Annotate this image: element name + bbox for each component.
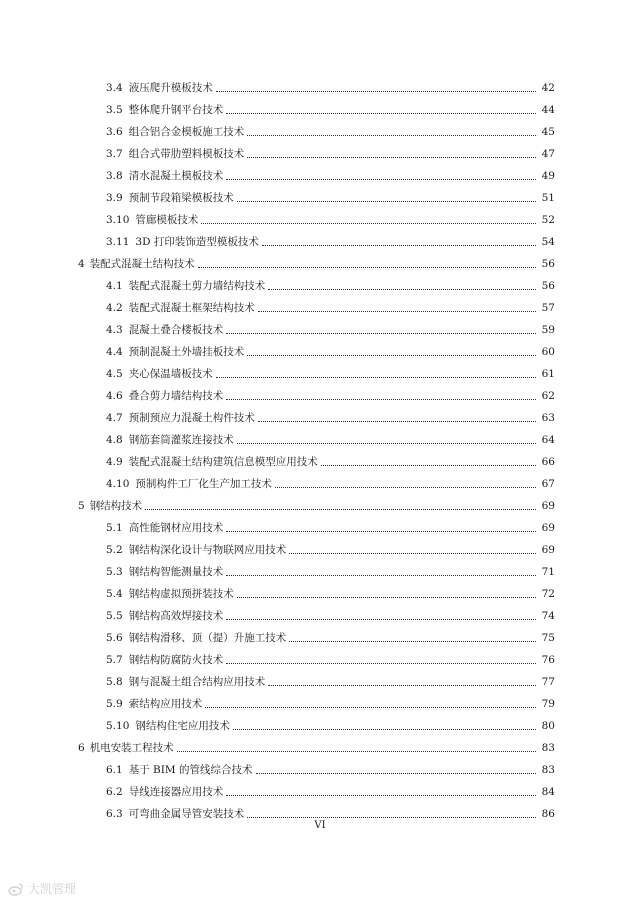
toc-dot-leader <box>237 443 536 444</box>
toc-entry-number: 4.7 <box>106 412 123 424</box>
toc-entry-title: 高性能钢材应用技术 <box>128 522 224 534</box>
toc-entry-page: 64 <box>541 434 555 446</box>
toc-entry-page: 47 <box>541 148 555 160</box>
toc-entry[interactable] <box>0 204 555 226</box>
toc-entry-page: 59 <box>541 324 555 336</box>
toc-entry[interactable] <box>0 138 555 160</box>
toc-entry[interactable] <box>0 688 555 710</box>
toc-dot-leader <box>205 707 536 708</box>
toc-entry-page: 83 <box>541 764 555 776</box>
toc-entry-page: 79 <box>541 698 555 710</box>
toc-entry-page: 56 <box>541 258 555 270</box>
toc-entry-number: 3.9 <box>106 192 123 204</box>
toc-entry-number: 5.10 <box>106 720 130 732</box>
toc-entry-title: 可弯曲金属导管安装技术 <box>128 808 245 820</box>
toc-entry-title: 管廊模板技术 <box>135 214 199 226</box>
toc-entry-title: 钢结构深化设计与物联网应用技术 <box>128 544 287 556</box>
toc-entry-title: 组合铝合金模板施工技术 <box>128 126 245 138</box>
toc-entry[interactable] <box>0 358 555 380</box>
toc-entry[interactable] <box>0 94 555 116</box>
toc-entry-number: 3.10 <box>106 214 130 226</box>
toc-entry[interactable] <box>0 270 555 292</box>
toc-entry-title: 液压爬升模板技术 <box>128 82 213 94</box>
toc-entry-title: 组合式带肋塑料模板技术 <box>128 148 245 160</box>
toc-entry-title: 基于 BIM 的管线综合技术 <box>128 764 253 776</box>
toc-entry-page: 84 <box>541 786 555 798</box>
toc-entry-number: 3.8 <box>106 170 123 182</box>
toc-entry-title: 钢结构住宅应用技术 <box>135 720 230 732</box>
toc-entry-page: 86 <box>541 808 555 820</box>
toc-dot-leader <box>216 377 536 378</box>
toc-entry-number: 3.11 <box>106 236 130 248</box>
toc-entry-number: 6 <box>78 742 85 754</box>
toc-entry[interactable] <box>0 534 555 556</box>
toc-entry-title: 装配式混凝土剪力墙结构技术 <box>128 280 266 292</box>
toc-entry-number: 5.2 <box>106 544 123 556</box>
toc-entry-number: 4.9 <box>106 456 123 468</box>
toc-entry-title: 预制预应力混凝土构件技术 <box>128 412 255 424</box>
toc-dot-leader <box>247 817 536 818</box>
toc-entry-page: 61 <box>541 368 555 380</box>
toc-entry-title: 钢结构技术 <box>89 500 143 512</box>
toc-dot-leader <box>268 289 536 290</box>
watermark-text: 大凯管理 <box>28 882 77 896</box>
toc-entry-number: 5.8 <box>106 676 123 688</box>
toc-dot-leader <box>321 465 536 466</box>
toc-entry-number: 5.3 <box>106 566 123 578</box>
toc-entry[interactable] <box>0 776 555 798</box>
toc-entry-number: 5.4 <box>106 588 123 600</box>
toc-entry-title: 钢结构防腐防火技术 <box>128 654 224 666</box>
toc-entry-title: 混凝土叠合楼板技术 <box>128 324 224 336</box>
toc-entry-page: 76 <box>541 654 555 666</box>
toc-entry-title: 预制构件工厂化生产加工技术 <box>135 478 272 490</box>
toc-entry[interactable] <box>0 644 555 666</box>
toc-entry-title: 叠合剪力墙结构技术 <box>128 390 224 402</box>
toc-entry-title: 索结构应用技术 <box>128 698 203 710</box>
toc-dot-leader <box>226 399 536 400</box>
toc-entry-title: 钢与混凝土组合结构应用技术 <box>128 676 266 688</box>
page-number-footer: VI <box>314 820 326 831</box>
toc-entry-title: 钢结构虚拟预拼装技术 <box>128 588 234 600</box>
toc-entry-number: 6.2 <box>106 786 123 798</box>
toc-entry[interactable] <box>0 468 555 490</box>
toc-dot-leader <box>226 795 536 796</box>
toc-entry-page: 60 <box>541 346 555 358</box>
toc-entry-number: 4.6 <box>106 390 123 402</box>
toc-entry-page: 62 <box>541 390 555 402</box>
toc-dot-leader <box>289 553 536 554</box>
toc-dot-leader <box>247 135 536 136</box>
toc-entry-page: 74 <box>541 610 555 622</box>
toc-entry-title: 清水混凝土模板技术 <box>128 170 224 182</box>
toc-entry[interactable] <box>0 380 555 402</box>
toc-dot-leader <box>226 663 536 664</box>
toc-dot-leader <box>258 311 536 312</box>
toc-dot-leader <box>268 685 536 686</box>
toc-entry[interactable] <box>0 512 555 534</box>
toc-entry[interactable] <box>0 666 555 688</box>
toc-entry-page: 75 <box>541 632 555 644</box>
toc-entry[interactable] <box>0 424 555 446</box>
toc-entry[interactable] <box>0 160 555 182</box>
toc-entry-number: 6.3 <box>106 808 123 820</box>
toc-entry-number: 5.5 <box>106 610 123 622</box>
toc-entry-title: 钢结构高效焊接技术 <box>128 610 224 622</box>
toc-dot-leader <box>237 201 536 202</box>
toc-entry-page: 72 <box>541 588 555 600</box>
toc-entry-title: 导线连接器应用技术 <box>128 786 224 798</box>
toc-entry[interactable] <box>0 556 555 578</box>
toc-entry-number: 4.3 <box>106 324 123 336</box>
toc-dot-leader <box>247 157 536 158</box>
table-of-contents <box>0 72 640 820</box>
toc-entry-page: 63 <box>541 412 555 424</box>
toc-entry-title: 装配式混凝土结构建筑信息模型应用技术 <box>128 456 318 468</box>
toc-entry-number: 3.4 <box>106 82 123 94</box>
toc-entry-number: 5 <box>78 500 85 512</box>
weibo-logo-icon <box>8 882 24 896</box>
toc-entry-page: 69 <box>541 500 555 512</box>
toc-entry-number: 4.5 <box>106 368 123 380</box>
toc-dot-leader <box>237 597 536 598</box>
toc-dot-leader <box>256 773 537 774</box>
toc-entry[interactable] <box>0 336 555 358</box>
toc-entry[interactable] <box>0 248 555 270</box>
toc-entry-page: 80 <box>541 720 555 732</box>
toc-entry[interactable] <box>0 600 555 622</box>
toc-dot-leader <box>262 245 536 246</box>
toc-entry-page: 69 <box>541 522 555 534</box>
toc-entry-title: 机电安装工程技术 <box>89 742 174 754</box>
toc-entry-page: 83 <box>541 742 555 754</box>
watermark <box>8 880 76 897</box>
toc-entry[interactable] <box>0 72 555 94</box>
toc-entry-page: 56 <box>541 280 555 292</box>
toc-entry-page: 66 <box>541 456 555 468</box>
toc-entry-page: 51 <box>541 192 555 204</box>
toc-entry-page: 77 <box>541 676 555 688</box>
toc-dot-leader <box>226 619 536 620</box>
toc-dot-leader <box>216 91 536 92</box>
toc-dot-leader <box>198 267 536 268</box>
toc-entry[interactable] <box>0 314 555 336</box>
toc-entry-number: 3.7 <box>106 148 123 160</box>
toc-entry-title: 钢结构滑移、顶（提）升施工技术 <box>128 632 287 644</box>
toc-entry-page: 71 <box>541 566 555 578</box>
toc-entry[interactable] <box>0 754 555 776</box>
toc-entry-title: 夹心保温墙板技术 <box>128 368 213 380</box>
toc-dot-leader <box>275 487 536 488</box>
toc-dot-leader <box>226 179 536 180</box>
toc-dot-leader <box>289 641 536 642</box>
toc-entry-page: 67 <box>541 478 555 490</box>
toc-dot-leader <box>226 531 536 532</box>
toc-entry[interactable] <box>0 226 555 248</box>
toc-dot-leader <box>258 421 536 422</box>
toc-entry-page: 54 <box>541 236 555 248</box>
toc-entry-number: 4.2 <box>106 302 123 314</box>
toc-entry[interactable] <box>0 798 555 820</box>
toc-entry-number: 3.5 <box>106 104 123 116</box>
toc-entry-page: 57 <box>541 302 555 314</box>
toc-entry-title: 装配式混凝土框架结构技术 <box>128 302 255 314</box>
toc-entry-page: 69 <box>541 544 555 556</box>
toc-dot-leader <box>145 509 536 510</box>
toc-entry-page: 49 <box>541 170 555 182</box>
toc-dot-leader <box>177 751 536 752</box>
toc-entry-page: 44 <box>541 104 555 116</box>
toc-entry[interactable] <box>0 710 555 732</box>
toc-dot-leader <box>226 575 536 576</box>
toc-entry-number: 4.4 <box>106 346 123 358</box>
toc-entry[interactable] <box>0 446 555 468</box>
toc-entry-number: 5.6 <box>106 632 123 644</box>
toc-entry[interactable] <box>0 402 555 424</box>
toc-entry-page: 42 <box>541 82 555 94</box>
toc-entry[interactable] <box>0 578 555 600</box>
toc-entry-number: 5.1 <box>106 522 123 534</box>
toc-dot-leader <box>226 333 536 334</box>
toc-entry[interactable] <box>0 490 555 512</box>
toc-entry-number: 4.1 <box>106 280 123 292</box>
toc-dot-leader <box>233 729 536 730</box>
toc-entry-title: 3D 打印装饰造型模板技术 <box>135 236 259 248</box>
toc-dot-leader <box>247 355 536 356</box>
toc-entry[interactable] <box>0 116 555 138</box>
toc-entry[interactable] <box>0 732 555 754</box>
toc-entry-title: 钢筋套筒灌浆连接技术 <box>128 434 234 446</box>
toc-entry-page: 52 <box>541 214 555 226</box>
toc-entry-number: 5.7 <box>106 654 123 666</box>
toc-dot-leader <box>226 113 536 114</box>
toc-entry-title: 整体爬升钢平台技术 <box>128 104 224 116</box>
toc-entry-title: 装配式混凝土结构技术 <box>89 258 195 270</box>
toc-entry[interactable] <box>0 622 555 644</box>
toc-dot-leader <box>201 223 536 224</box>
toc-entry-title: 钢结构智能测量技术 <box>128 566 224 578</box>
toc-entry-number: 6.1 <box>106 764 123 776</box>
toc-entry-title: 预制节段箱梁模板技术 <box>128 192 234 204</box>
toc-entry-number: 4.8 <box>106 434 123 446</box>
toc-entry-number: 3.6 <box>106 126 123 138</box>
toc-entry-number: 4 <box>78 258 85 270</box>
toc-entry[interactable] <box>0 292 555 314</box>
toc-entry[interactable] <box>0 182 555 204</box>
toc-entry-number: 5.9 <box>106 698 123 710</box>
toc-entry-page: 45 <box>541 126 555 138</box>
toc-entry-number: 4.10 <box>106 478 130 490</box>
toc-entry-title: 预制混凝土外墙挂板技术 <box>128 346 245 358</box>
